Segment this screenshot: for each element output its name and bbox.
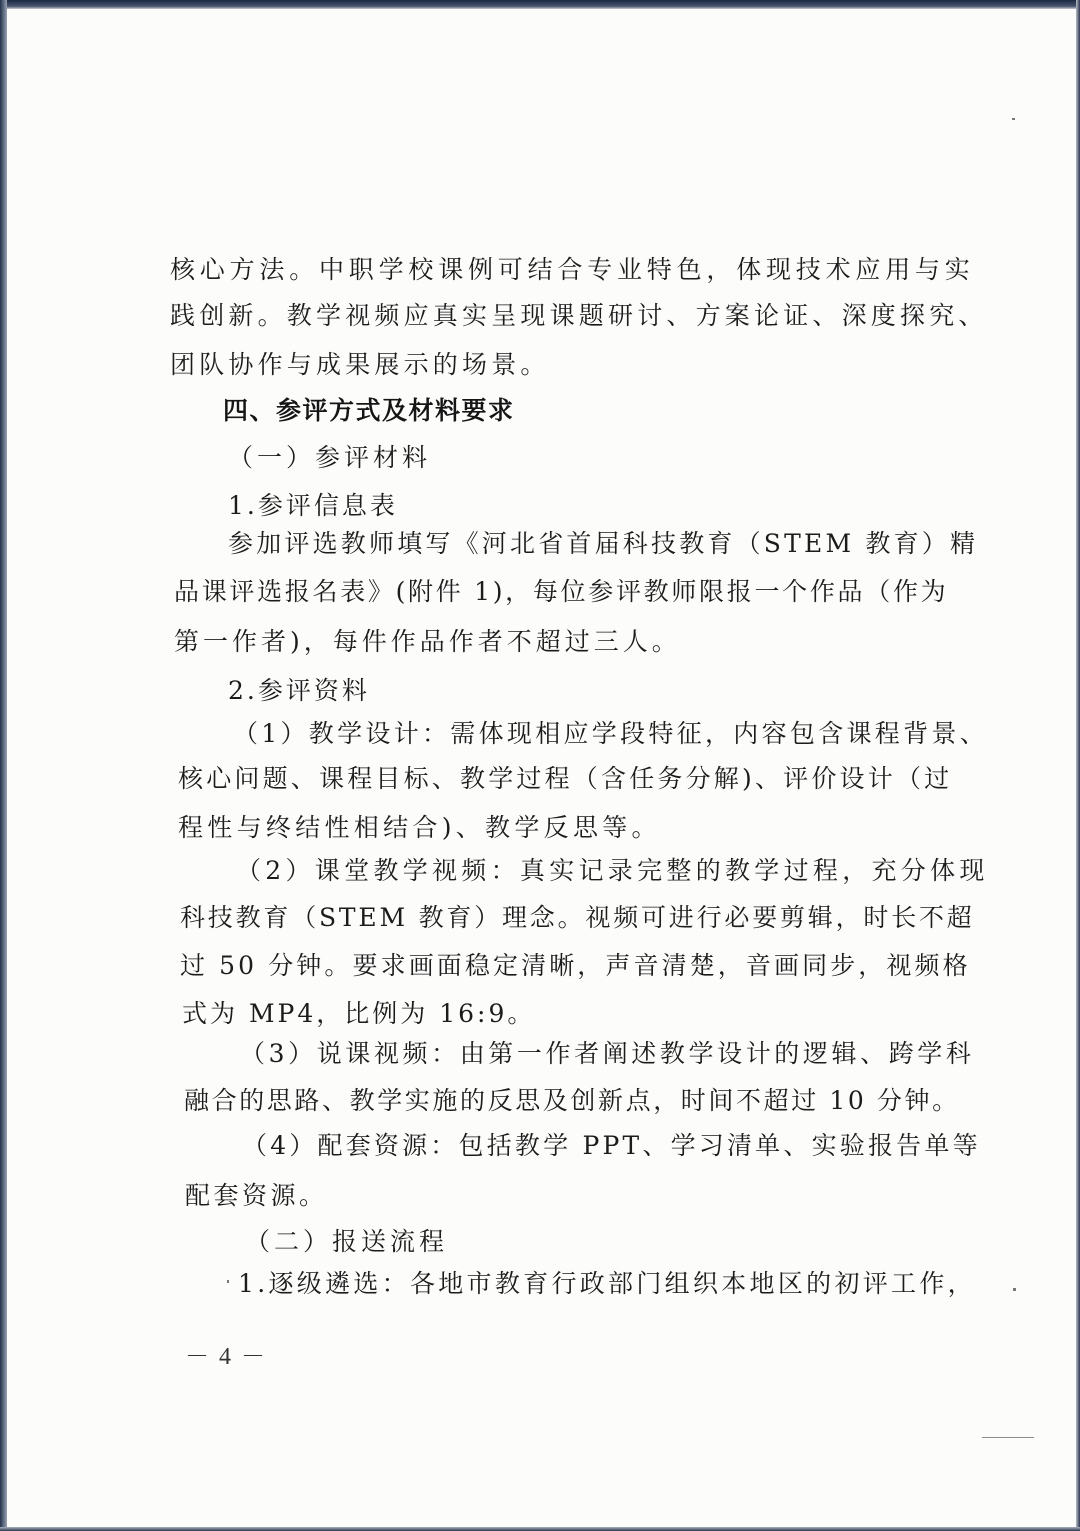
paragraph-line: （2）课堂教学视频：真实记录完整的教学过程，充分体现	[236, 856, 989, 885]
scan-speck	[1012, 118, 1015, 120]
scan-speck	[227, 1280, 229, 1283]
item-heading: 1.参评信息表	[228, 491, 398, 520]
paragraph-line: 科技教育（STEM 教育）理念。视频可进行必要剪辑，时长不超	[180, 903, 975, 932]
scan-edge-left	[0, 0, 7, 1531]
scan-speck	[1013, 1288, 1016, 1291]
paragraph-line: 品课评选报名表》(附件 1)，每位参评教师限报一个作品（作为	[174, 577, 949, 606]
paragraph-line: 过 50 分钟。要求画面稳定清晰，声音清楚，音画同步，视频格	[180, 951, 971, 980]
paragraph-line: 团队协作与成果展示的场景。	[170, 350, 550, 379]
paragraph-line: 第一作者)，每件作品作者不超过三人。	[174, 627, 681, 656]
paragraph-line: 1.逐级遴选：各地市教育行政部门组织本地区的初评工作，	[238, 1269, 976, 1298]
scan-edge-bottom	[0, 1527, 1080, 1531]
paragraph-line: （3）说课视频：由第一作者阐述教学设计的逻辑、跨学科	[240, 1039, 975, 1068]
paragraph-line: 程性与终结性相结合)、教学反思等。	[178, 813, 661, 842]
paragraph-line: 融合的思路、教学实施的反思及创新点，时间不超过 10 分钟。	[184, 1086, 960, 1115]
paragraph-line: 践创新。教学视频应真实呈现课题研讨、方案论证、深度探究、	[170, 301, 988, 330]
scan-mark	[982, 1437, 1034, 1438]
paragraph-line: （4）配套资源：包括教学 PPT、学习清单、实验报告单等	[242, 1131, 981, 1160]
page-number: － 4 －	[185, 1344, 267, 1370]
scan-edge-top	[0, 0, 1080, 9]
subsection-heading: （一）参评材料	[228, 443, 432, 472]
paragraph-line: 参加评选教师填写《河北省首届科技教育（STEM 教育）精	[228, 529, 979, 558]
subsection-heading: （二）报送流程	[245, 1227, 449, 1256]
scan-edge-right	[1076, 0, 1080, 1531]
section-heading: 四、参评方式及材料要求	[223, 396, 515, 425]
paragraph-line: 核心方法。中职学校课例可结合专业特色，体现技术应用与实	[170, 255, 975, 284]
paragraph-line: （1）教学设计：需体现相应学段特征，内容包含课程背景、	[233, 719, 989, 748]
paragraph-line: 配套资源。	[185, 1181, 328, 1210]
paragraph-line: 核心问题、课程目标、教学过程（含任务分解)、评价设计（过	[178, 764, 953, 793]
item-heading: 2.参评资料	[228, 676, 370, 705]
paragraph-line: 式为 MP4，比例为 16:9。	[182, 999, 536, 1028]
